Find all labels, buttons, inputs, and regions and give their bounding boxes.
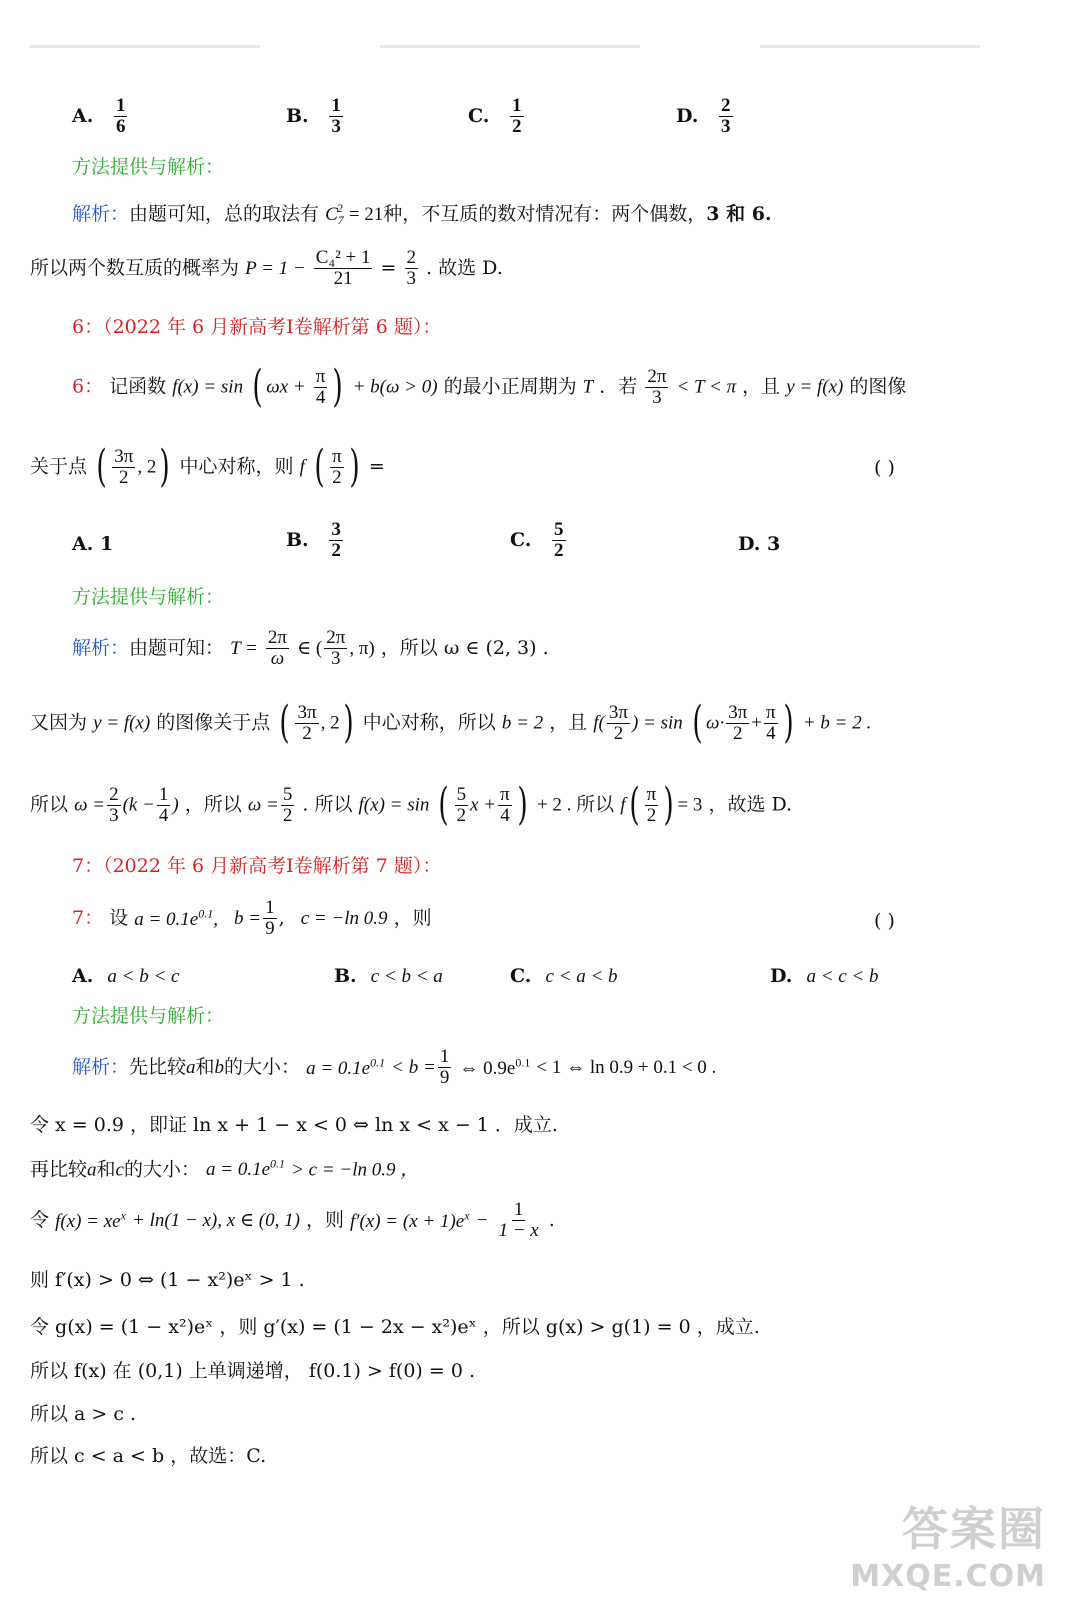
q5-probability-line: 所以两个数互质的概率为 P = 1 − $\frac{\text{C₄² + 1}}{21}$ = $\frac{2}{3}$ . 故选 D.: [30, 247, 503, 289]
q7-option-c: C. c < a < b: [510, 965, 618, 987]
q6-method-label: 方法提供与解析：: [72, 586, 225, 608]
top-strip: [380, 45, 640, 48]
q7-analysis-line7: 所以 f(x) 在 (0,1) 上单调递增， f(0.1) > f(0) = 0 .: [30, 1360, 475, 1382]
q5-analysis-line1: 解析：由题可知，总的取法有 $C_7^2 = 21$种，不互质的数对情况有：两个偶数，3 和 6.: [72, 201, 772, 227]
q6-stem-line2: 关于点 ( $\frac{3\pi}{2}$ , 2) 中心对称，则 f ( $\frac{\pi}{2}$ ) =: [30, 441, 385, 492]
q7-stem: 7： 设 $a = 0.1e^{0.1}$, b = $\frac{1}{9}$ , c = −ln 0.9 ，则: [72, 897, 432, 939]
q7-analysis-line1: 解析：先比较a和b的大小： $a = 0.1e^{0.1} < b$ = $\frac{1}{9}$ ⇔ $0.9e^{0.1} < 1$ ⇔ ln 0.9 + 0.1 < 0 .: [72, 1046, 717, 1088]
q7-analysis-line3: 再比较a和c的大小： $a = 0.1e^{0.1} > c = -\ln$ 0.9 ，: [30, 1157, 420, 1181]
q5-option-c: C. $\frac{1}{2}$: [468, 95, 522, 137]
q7-analysis-line9: 所以 c < a < b ，故选：C.: [30, 1445, 267, 1467]
q7-option-d: D. a < c < b: [770, 965, 879, 987]
q5-option-d: D. $\frac{2}{3}$: [676, 95, 731, 137]
q6-option-d: D. 3: [738, 533, 781, 555]
top-strip: [760, 45, 980, 48]
q7-analysis-line2: 令 x = 0.9 ，即证 ln x + 1 − x < 0 ⇔ ln x < x − 1 ．成立.: [30, 1114, 558, 1136]
q6-option-b: B. $\frac{3}{2}$: [286, 519, 341, 561]
q7-option-a: A. a < b < c: [72, 965, 180, 987]
q6-stem-line1: 6： 记函数 f(x) = sin ( ωx + $\frac{\pi}{4}$ ) + b(ω > 0) 的最小正周期为 T ．若 $\frac{2\pi}{3}$ < T < π ，且 y = f(x) 的图像: [72, 361, 907, 412]
top-strip: [30, 45, 260, 48]
q7-answer-blank: ( ): [874, 910, 895, 932]
q7-option-b: B. c < b < a: [334, 965, 443, 987]
q7-method-label: 方法提供与解析：: [72, 1005, 225, 1027]
watermark-logo: [850, 1493, 1046, 1594]
q7-analysis-line5: 则 f′(x) > 0 ⇔ (1 − x²)eˣ > 1 .: [30, 1269, 305, 1291]
q6-option-a: A. 1: [72, 533, 114, 555]
q7-analysis-line6: 令 g(x) = (1 − x²)eˣ ，则 g′(x) = (1 − 2x − x²)eˣ ，所以 g(x) > g(1) = 0 ，成立.: [30, 1316, 760, 1338]
q6-analysis-line1: 解析：由题可知： T = $\frac{2\pi}{\omega}$ ∈ ( $\frac{2\pi}{3}$ , π) ，所以 ω ∈ (2, 3) .: [72, 627, 549, 669]
q7-analysis-line8: 所以 a > c .: [30, 1403, 137, 1425]
q5-option-b: B. $\frac{1}{3}$: [286, 95, 341, 137]
q6-analysis-line3: 所以 ω = $\frac{2}{3}$ (k − $\frac{1}{4}$ ) ，所以 ω = $\frac{5}{2}$ . 所以 f(x) = sin ( $\frac{5}{2}$ x + $\frac{\pi}{4}$ ) + 2 . 所以 f( $\frac{\pi}{2}$ ) = 3 ，故选 D.: [30, 779, 793, 830]
q6-answer-blank: ( ): [874, 457, 895, 479]
q5-option-a: A. $\frac{1}{6}$: [72, 95, 126, 137]
q7-analysis-line4: 令 $f(x) = xe^x + \ln(1 - x)$, x ∈ (0, 1) ，则 $f'(x) = (x + 1)e^x$ − $\frac{1}{1 - x}$ .: [30, 1199, 555, 1241]
q6-option-c: C. $\frac{5}{2}$: [510, 519, 564, 561]
q7-heading: 7：（2022 年 6 月新高考Ⅰ卷解析第 7 题）：: [72, 855, 442, 877]
q5-method-label: 方法提供与解析：: [72, 156, 225, 178]
q6-analysis-line2: 又因为 y = f(x) 的图像关于点 ( $\frac{3\pi}{2}$ , 2) 中心对称，所以 b = 2 ，且 f( $\frac{3\pi}{2}$ ) = sin ( ω· $\frac{3\pi}{2}$ + $\frac{\pi}{4}$ ) + b = 2 .: [30, 697, 872, 748]
watermark-url: MXQE.COM: [850, 1559, 1046, 1594]
watermark-text: 答案圈: [902, 1502, 1046, 1556]
q6-heading: 6：（2022 年 6 月新高考Ⅰ卷解析第 6 题）：: [72, 316, 442, 338]
